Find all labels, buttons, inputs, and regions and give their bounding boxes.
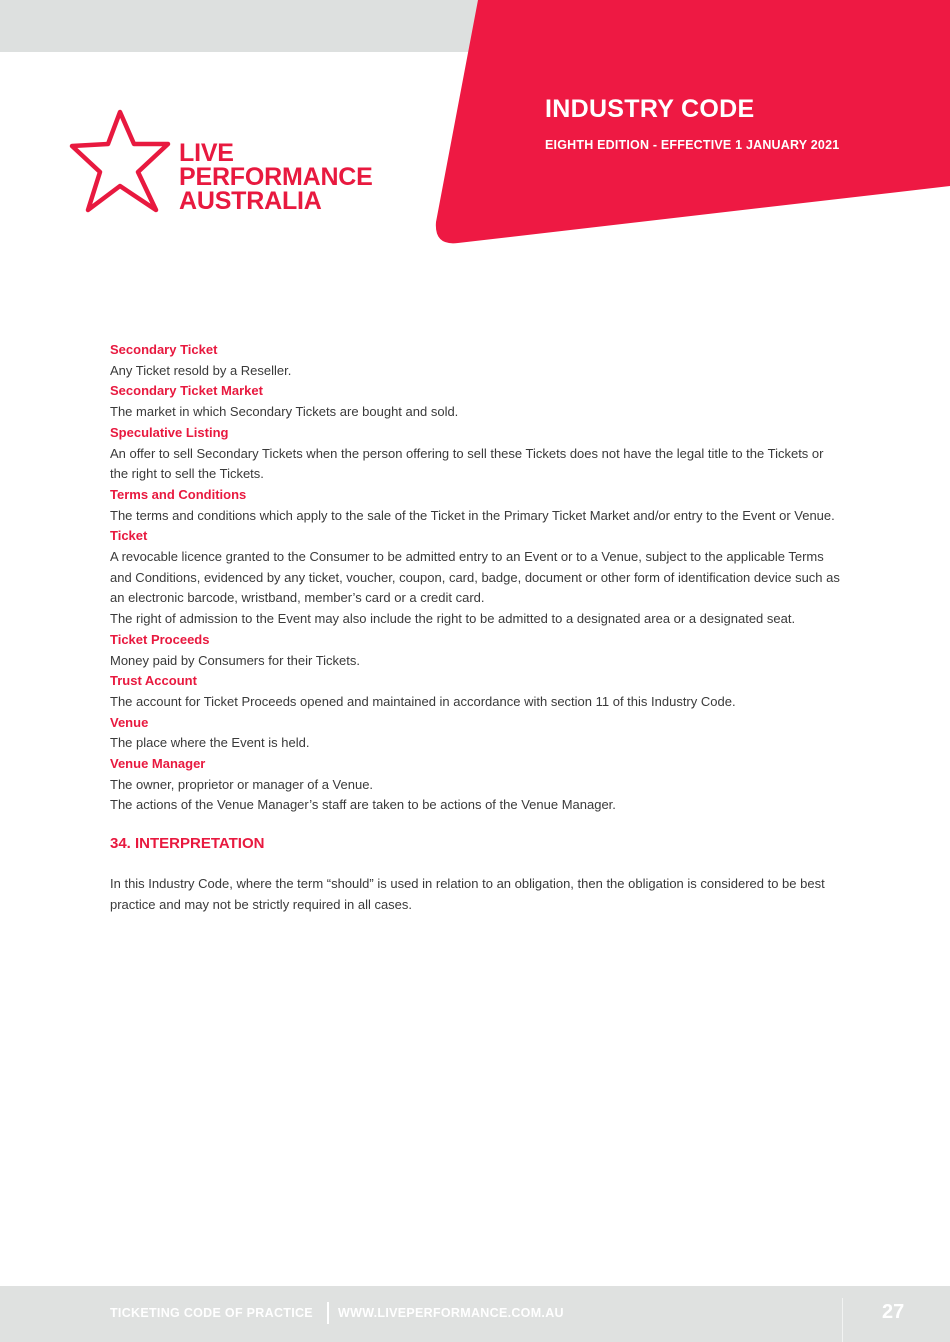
- definition-text: The actions of the Venue Manager’s staff are taken to be actions of the Venue Manager.: [110, 797, 616, 813]
- logo-wordmark: [179, 141, 373, 213]
- logo-line-3: AUSTRALIA: [179, 187, 322, 215]
- definition-text: A revocable licence granted to the Consumer to be admitted entry to an Event or to a Venue, subject to the applicable Terms and Conditions, evidenced by any ticket, voucher, coupon, card, badge, document or other form of identification device such as an electronic barcode, wristband, member’s card or a credit card.: [110, 549, 840, 606]
- definition-term: Trust Account: [110, 673, 197, 689]
- logo-line-1: LIVE: [179, 139, 234, 167]
- definition-term: Secondary Ticket Market: [110, 383, 263, 399]
- page-footer: [0, 1286, 950, 1342]
- section-body: In this Industry Code, where the term “should” is used in relation to an obligation, then the obligation is considered to be best practice and may not be strictly required in all cases.: [110, 876, 825, 912]
- definition-text: The owner, proprietor or manager of a Venue.: [110, 776, 374, 792]
- definition-text: The account for Ticket Proceeds opened and maintained in accordance with section 11 of this Industry Code.: [110, 693, 736, 709]
- definition-term: Ticket: [110, 528, 148, 544]
- definitions-content: [110, 340, 845, 916]
- definition-term: Venue Manager: [110, 756, 206, 772]
- section-heading: 34. INTERPRETATION: [110, 835, 265, 853]
- logo-line-2: PERFORMANCE: [179, 163, 373, 191]
- footer-url-link[interactable]: WWW.LIVEPERFORMANCE.COM.AU: [338, 1306, 564, 1320]
- definition-term: Ticket Proceeds: [110, 631, 210, 647]
- definition-text: An offer to sell Secondary Tickets when the person offering to sell these Tickets does not have the legal title to the Tickets or the right to sell the Tickets.: [110, 445, 824, 482]
- header-title: INDUSTRY CODE: [545, 95, 755, 123]
- definition-term: Venue: [110, 714, 149, 730]
- definition-term: Speculative Listing: [110, 424, 229, 440]
- footer-divider: [842, 1298, 843, 1342]
- definition-text: Money paid by Consumers for their Tickets.: [110, 652, 360, 668]
- definition-text: The place where the Event is held.: [110, 735, 310, 751]
- definition-term: Terms and Conditions: [110, 486, 247, 502]
- definition-text: The terms and conditions which apply to the sale of the Ticket in the Primary Ticket Market and/or entry to the Event or Venue.: [110, 507, 835, 523]
- star-outline-icon: [68, 108, 172, 216]
- header-subtitle: EIGHTH EDITION - EFFECTIVE 1 JANUARY 2021: [545, 138, 840, 152]
- definition-term: Secondary Ticket: [110, 342, 218, 357]
- definition-text: The right of admission to the Event may also include the right to be admitted to a designated area or a designated seat.: [110, 611, 796, 627]
- definition-text: The market in which Secondary Tickets are bought and sold.: [110, 404, 459, 420]
- page-number: 27: [882, 1301, 905, 1323]
- footer-title: TICKETING CODE OF PRACTICE: [110, 1306, 313, 1320]
- footer-separator: [327, 1302, 329, 1324]
- definition-text: Any Ticket resold by a Reseller.: [110, 362, 292, 378]
